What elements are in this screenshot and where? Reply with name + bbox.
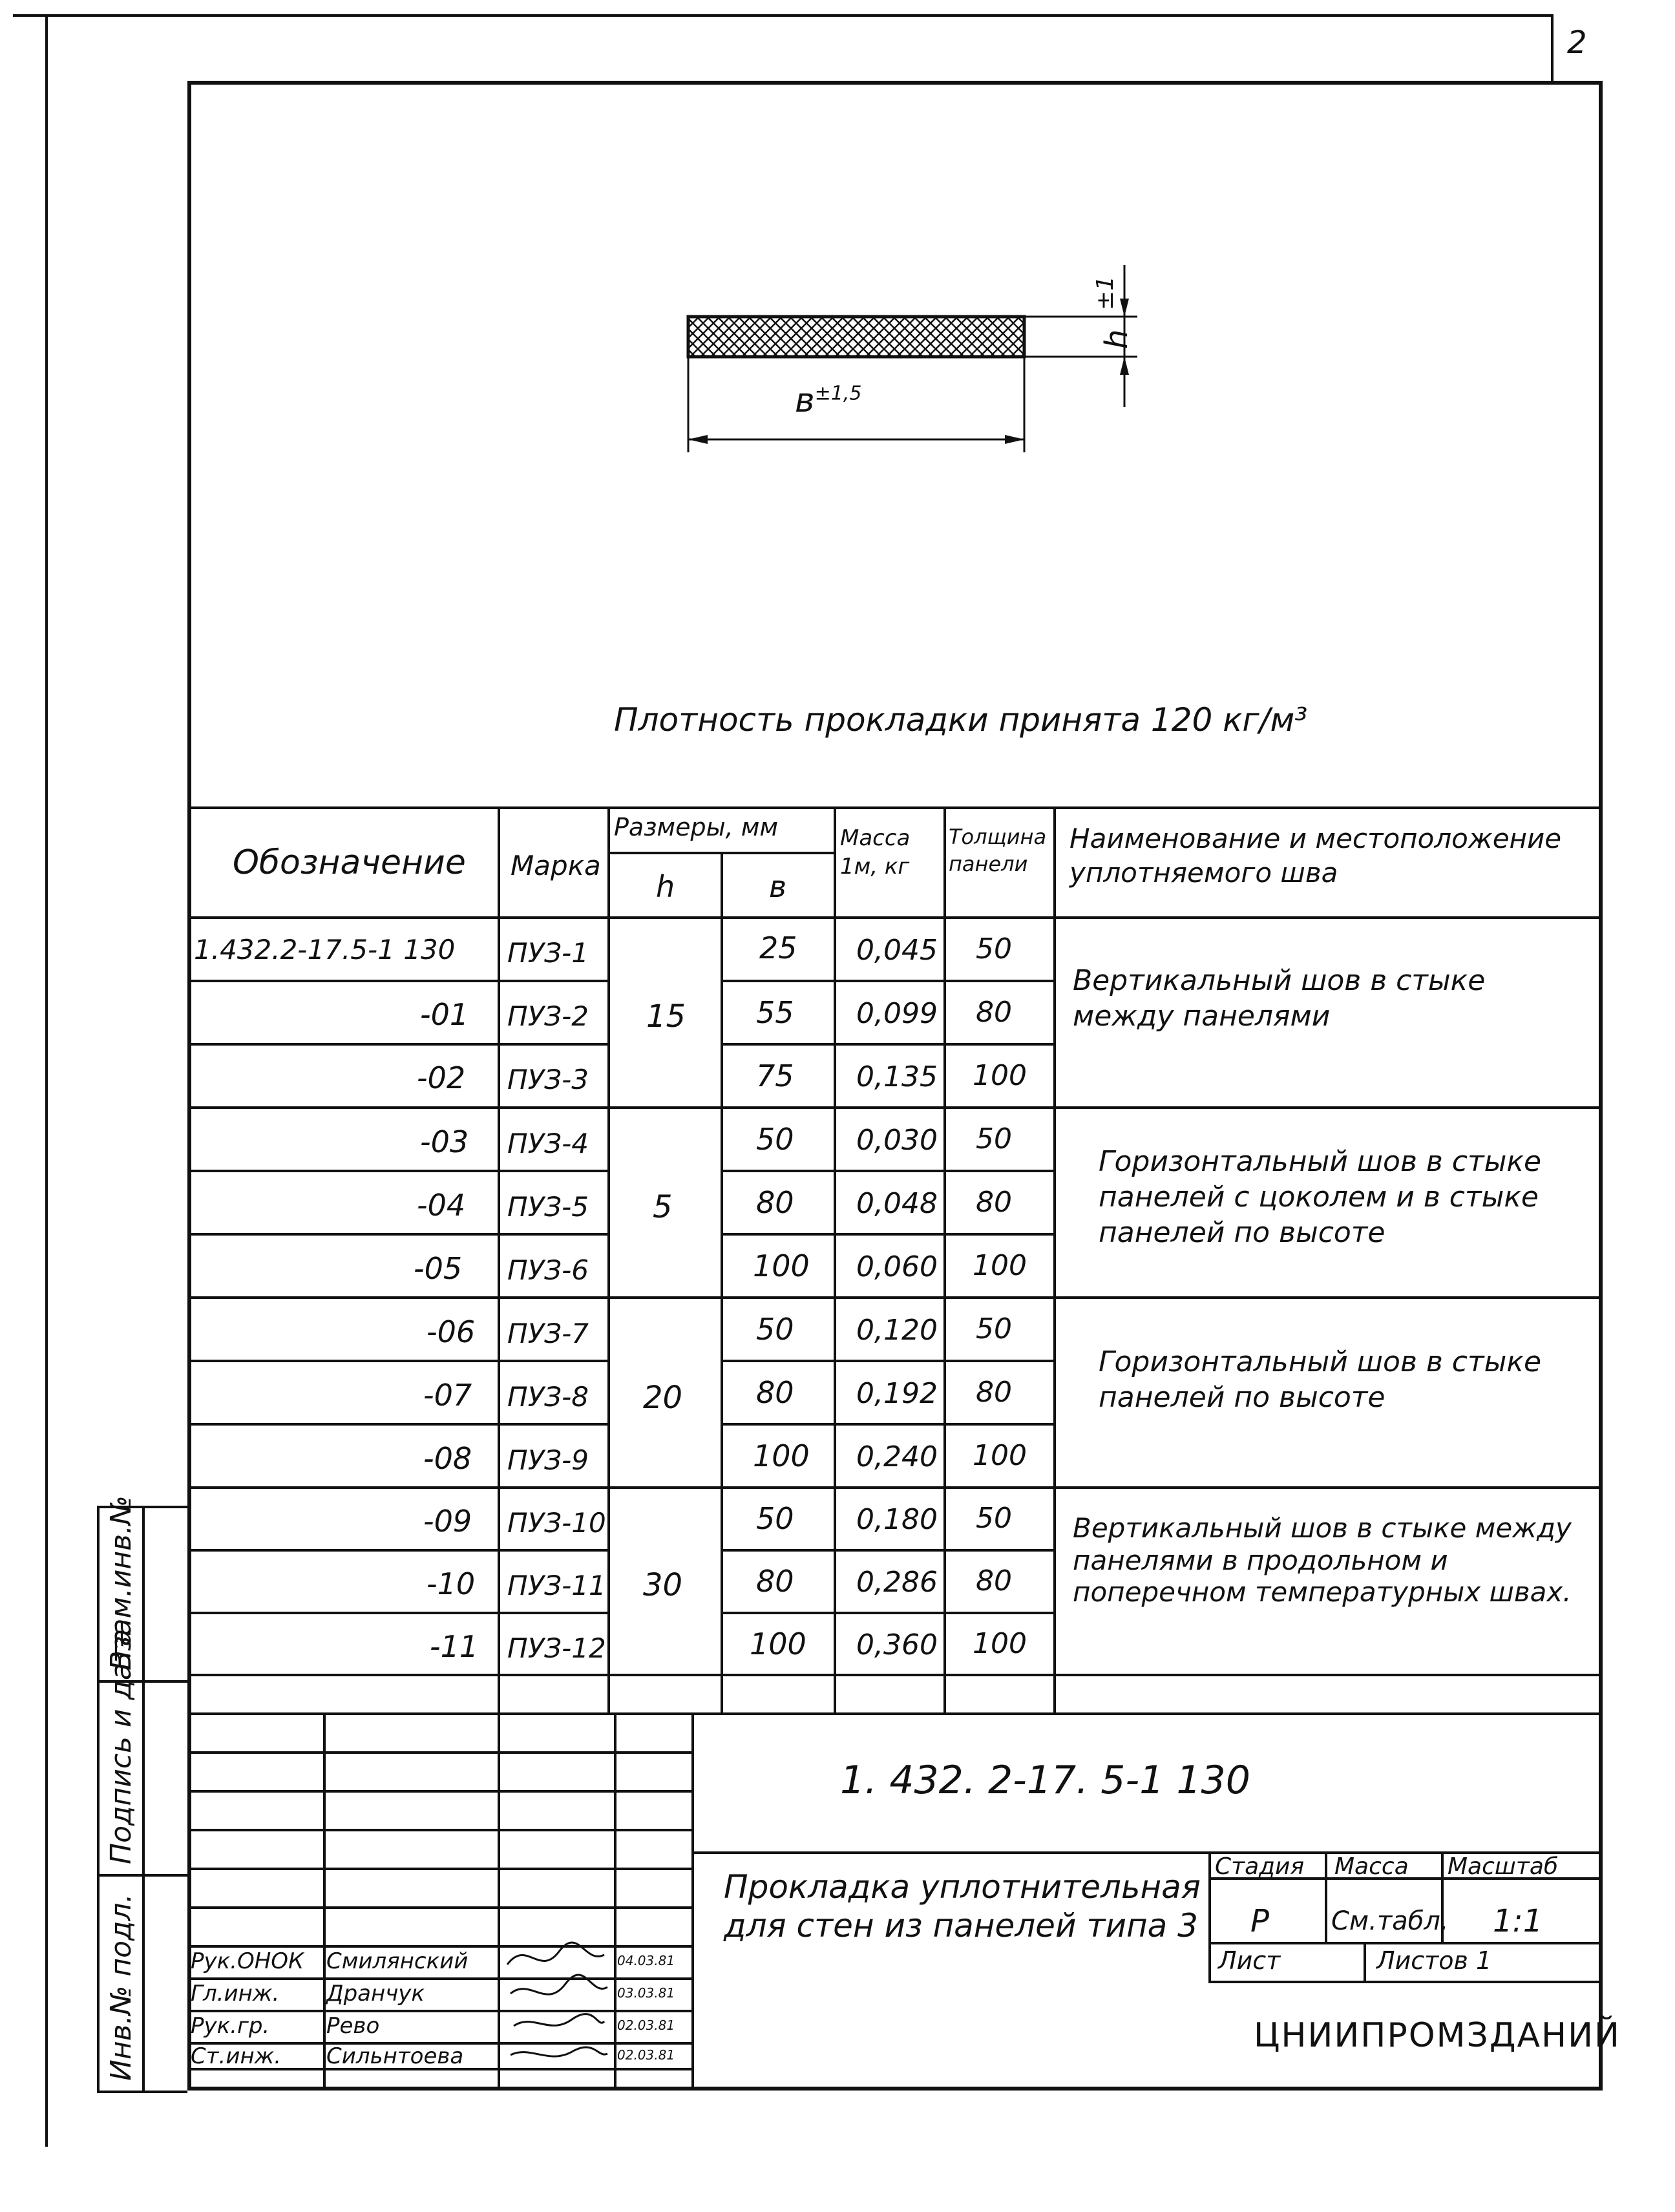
mark-cell: ПУЗ-10	[507, 1507, 606, 1539]
designation-cell: -11	[430, 1629, 479, 1664]
header-h: h	[656, 869, 675, 904]
thickness-tolerance-label: ±1	[1092, 275, 1119, 310]
mass-cell: 0,030	[856, 1124, 938, 1157]
mark-cell: ПУЗ-7	[507, 1318, 589, 1349]
mark-cell: ПУЗ-4	[507, 1128, 589, 1159]
signer-role: Рук.ОНОК	[191, 1948, 304, 1974]
thickness-dimension-label: h	[1099, 329, 1135, 349]
top-margin-line	[13, 14, 1551, 17]
b-cell: 75	[756, 1059, 794, 1093]
b-cell: 80	[756, 1185, 794, 1220]
thickness-cell: 80	[976, 1186, 1012, 1219]
b-cell: 50	[756, 1122, 794, 1157]
b-cell: 100	[750, 1627, 806, 1661]
h-cell: 30	[643, 1567, 683, 1603]
thickness-cell: 50	[976, 1502, 1012, 1535]
signer-date: 03.03.81	[617, 1985, 675, 2001]
h-cell: 5	[653, 1189, 673, 1225]
description-cell: Горизонтальный шов в стыке панелей с цоколем и в стыке панелей по высоте	[1099, 1145, 1542, 1249]
density-note: Плотность прокладки принята 120 кг/м³	[614, 701, 1308, 739]
thickness-cell: 50	[976, 932, 1012, 965]
thickness-cell: 100	[973, 1439, 1027, 1472]
sheet-label: Лист	[1218, 1946, 1281, 1975]
mark-cell: ПУЗ-2	[507, 1000, 589, 1032]
designation-cell: -02	[417, 1060, 466, 1095]
designation-cell: -05	[414, 1251, 463, 1286]
corner-tick	[1551, 14, 1554, 82]
document-title: Прокладка уплотнительная для стен из панелей типа 3	[724, 1868, 1201, 1944]
designation-cell: -08	[423, 1441, 472, 1476]
mass-cell: 0,099	[856, 997, 938, 1030]
b-cell: 55	[756, 995, 794, 1030]
header-designation: Обозначение	[233, 843, 466, 882]
mark-cell: ПУЗ-8	[507, 1381, 589, 1413]
header-description: Наименование и местоположение уплотняемого шва	[1069, 823, 1562, 889]
mass-cell: 0,240	[856, 1440, 938, 1473]
mass-cell: 0,192	[856, 1377, 938, 1410]
thickness-cell: 100	[973, 1059, 1027, 1092]
designation-cell: 1.432.2-17.5-1 130	[194, 934, 456, 965]
b-cell: 25	[759, 931, 797, 965]
document-code: 1. 432. 2-17. 5-1 130	[840, 1758, 1250, 1803]
signer-date: 04.03.81	[617, 1953, 675, 1968]
signer-name: Смилянский	[326, 1948, 469, 1974]
h-cell: 15	[646, 998, 686, 1035]
header-mark: Марка	[511, 850, 601, 881]
signer-role: Рук.гр.	[191, 2013, 270, 2039]
b-cell: 80	[756, 1375, 794, 1410]
header-mass: Масса 1м, кг	[840, 825, 911, 880]
signer-date: 02.03.81	[617, 2017, 675, 2033]
mark-cell: ПУЗ-12	[507, 1632, 606, 1664]
mass-cell: 0,180	[856, 1503, 938, 1536]
scale-label: Масштаб	[1448, 1853, 1559, 1880]
header-dimensions: Размеры, мм	[614, 813, 779, 841]
signer-role: Гл.инж.	[191, 1981, 280, 2007]
mass-cell: 0,060	[856, 1250, 938, 1283]
thickness-cell: 50	[976, 1122, 1012, 1155]
designation-cell: -10	[427, 1566, 476, 1601]
mass-label: Масса	[1334, 1853, 1409, 1880]
mark-cell: ПУЗ-9	[507, 1444, 589, 1476]
b-cell: 80	[756, 1564, 794, 1599]
width-dimension-label: $в^{\pm 1,5}$	[795, 381, 862, 420]
designation-cell: -09	[423, 1504, 472, 1539]
description-cell: Горизонтальный шов в стыке панелей по высоте	[1099, 1345, 1542, 1414]
thickness-cell: 50	[976, 1312, 1012, 1345]
b-cell: 50	[756, 1312, 794, 1347]
header-thickness: Толщина панели	[949, 825, 1047, 876]
description-cell: Вертикальный шов в стыке между панелями в продольном и поперечном температурных швах.	[1073, 1512, 1572, 1608]
signatures	[501, 1939, 614, 2074]
signer-name: Рево	[326, 2013, 380, 2039]
thickness-cell: 80	[976, 1564, 1012, 1597]
mark-cell: ПУЗ-3	[507, 1064, 589, 1095]
sidebar-field-inventory: Инв.№ подл.	[105, 1893, 138, 2081]
scale-value: 1:1	[1493, 1903, 1543, 1939]
h-cell: 20	[643, 1380, 683, 1416]
mark-cell: ПУЗ-11	[507, 1570, 606, 1601]
mass-cell: 0,048	[856, 1187, 938, 1220]
mass-cell: 0,120	[856, 1314, 938, 1347]
thickness-cell: 100	[973, 1249, 1027, 1282]
mark-cell: ПУЗ-1	[507, 937, 589, 969]
b-cell: 50	[756, 1501, 794, 1536]
signer-name: Сильнтоева	[326, 2043, 464, 2069]
b-cell: 100	[753, 1438, 810, 1473]
mass-value: См.табл.	[1331, 1906, 1449, 1936]
designation-cell: -04	[417, 1188, 466, 1223]
sidebar-field-signature: Подпись и дата	[105, 1628, 138, 1864]
gasket-cross-section	[688, 317, 1024, 357]
mass-cell: 0,045	[856, 934, 938, 967]
thickness-cell: 80	[976, 996, 1012, 1029]
stage-label: Стадия	[1215, 1853, 1305, 1880]
header-b: в	[769, 869, 787, 904]
designation-cell: -07	[423, 1378, 472, 1413]
thickness-cell: 80	[976, 1376, 1012, 1409]
mark-cell: ПУЗ-6	[507, 1254, 589, 1286]
stage-value: Р	[1250, 1903, 1269, 1939]
signer-name: Дранчук	[326, 1981, 425, 2007]
sheets-label: Листов 1	[1376, 1946, 1492, 1975]
thickness-cell: 100	[973, 1627, 1027, 1660]
mark-cell: ПУЗ-5	[507, 1191, 589, 1223]
left-margin-line	[45, 14, 48, 2147]
designation-cell: -03	[420, 1124, 469, 1159]
b-cell: 100	[753, 1248, 810, 1283]
mass-cell: 0,360	[856, 1628, 938, 1661]
mass-cell: 0,135	[856, 1060, 938, 1093]
sheet-number: 2	[1567, 25, 1587, 61]
designation-cell: -01	[420, 997, 469, 1032]
mass-cell: 0,286	[856, 1566, 938, 1599]
designation-cell: -06	[427, 1314, 476, 1349]
signer-date: 02.03.81	[617, 2047, 675, 2063]
signer-role: Ст.инж.	[191, 2043, 282, 2069]
sidebar-field-replacement: Взам.инв.№	[105, 1495, 138, 1670]
organization-name: ЦНИИПРОМЗДАНИЙ	[1254, 2016, 1621, 2055]
description-cell: Вертикальный шов в стыке между панелями	[1073, 964, 1486, 1033]
